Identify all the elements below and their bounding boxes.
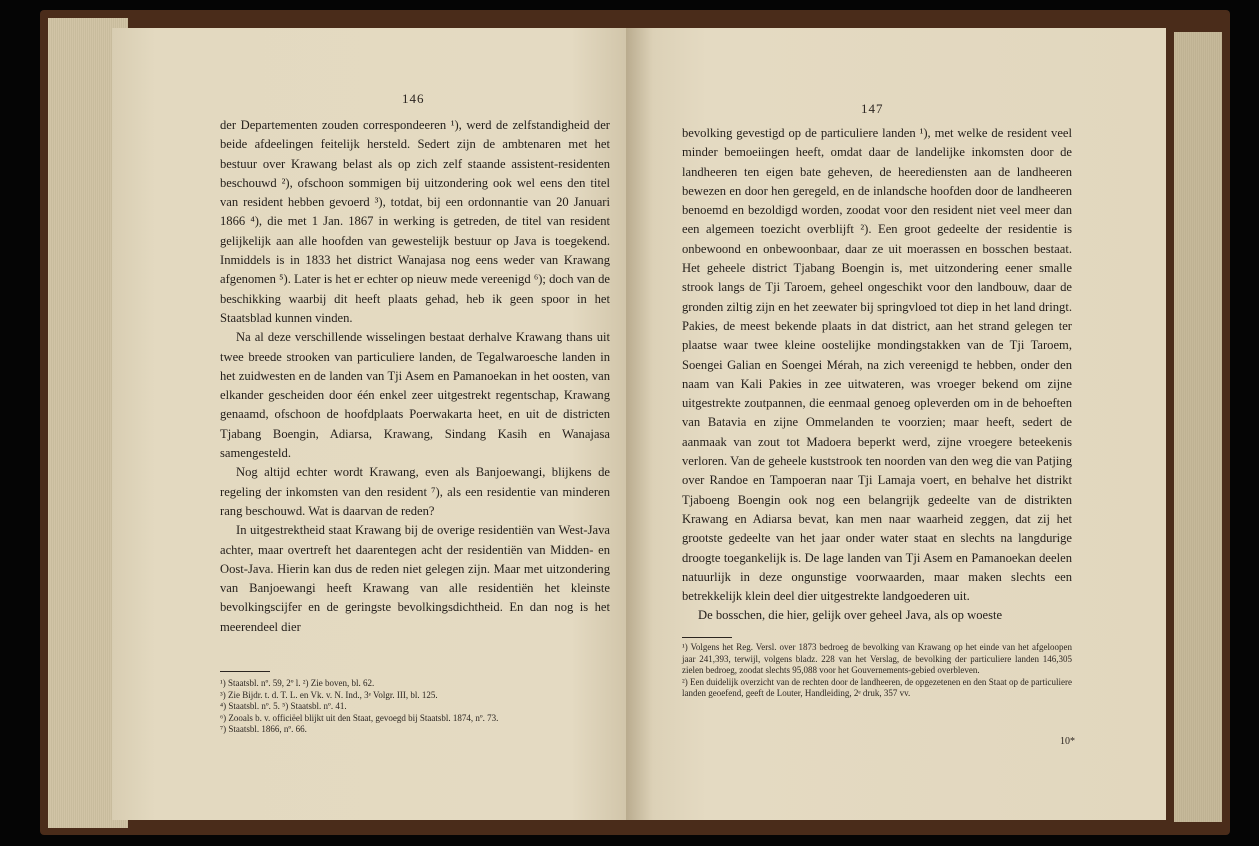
footnote: ²) Een duidelijk overzicht van de rechten door de landheeren, de opgezetenen en den Staat op de particuliere landen geoefend, geeft de Louter, Handleiding, 2ᵉ druk, 357 vv. — [682, 676, 1072, 699]
footnote-rule — [220, 671, 270, 672]
paragraph: De bosschen, die hier, gelijk over geheel Java, als op woeste — [698, 608, 1003, 623]
footnote: ³) Zie Bijdr. t. d. T. L. en Vk. v. N. Ind., 3ᵉ Volgr. III, bl. 125. — [220, 689, 438, 700]
body-text — [220, 116, 610, 637]
signature-mark: 10* — [1060, 736, 1075, 747]
right-page — [626, 28, 1166, 820]
footnote: ¹) Staatsbl. nº. 59, 2º l. ²) Zie boven, bl. 62. — [220, 678, 375, 688]
footnote-rule — [682, 637, 732, 638]
footnotes — [220, 678, 610, 736]
paragraph: In uitgestrektheid staat Krawang bij de overige residentiën van West-Java achter, maar overtreft het daarentegen acht der residentiën van Midden- en Oost-Java. Hierin kan dus de reden niet gelegen zijn. Maar met uitzondering van Banjoewangi heeft Krawang van alle residentiën het kleinste bevolkingscijfer en de geringste bevolkingsdichtheid. En dan nog is het meerendeel dier — [220, 523, 610, 634]
page-number: 147 — [861, 101, 884, 116]
right-page-edges — [1174, 32, 1222, 822]
paragraph: Nog altijd echter wordt Krawang, even als Banjoewangi, blijkens de regeling der inkomsten van den resident ⁷), als een residentie van minderen rang beschouwd. Wat is daarvan de reden? — [220, 465, 610, 518]
page-number: 146 — [402, 91, 425, 106]
paragraph: bevolking gevestigd op de particuliere landen ¹), met welke de resident veel minder bemoeiingen heeft, omdat daar de landelijke inkomsten door de landheeren ten eigen bate geheven, de heerediensten aan de landheeren bewezen en door hen geregeld, en de inlandsche hoofden door de landheeren benoemd en bezoldigd worden, zoodat voor den resident niet veel meer dan een algemeen toezicht overblijft ²). Een groot gedeelte der residentie is onbewoond en onbewoonbaar, daar ze uit moerassen en bosschen bestaat. Het geheele district Tjabang Boengin is, met uitzondering eener smalle strook langs de Tji Taroem, geheel ongeschikt voor den landbouw, daar de gronden ziltig zijn en het zeewater bij springvloed tot diep in het land dringt. Pakies, de meest bekende plaats in dat district, aan het strand gelegen ter plaatse waar twee kleine oostelijke mondingstakken van de Tji Taroem, Soengei Galian en Soengei Mérah, na zich vereenigd te hebben, onder den naam van Kali Pakies in zee uitwateren, was vroeger bekend om zijne uitgestrekte zoutpannen, die eenmaal genoeg opleverden om in de behoeften van Batavia en zijne Ommelanden te voorzien; maar heeft, sedert de aanmaak van zout tot Madoera beperkt werd, zijne vroegere beteekenis verloren. Van de geheele kuststrook ten noorden van den weg die van Patjing over Randoe en Tampoeran naar Tji Lamaja voert, en behalve het distrikt Tjaboeng Boengin ook nog een belangrijk gedeelte van de distrikten Krawang en Adiarsa bevat, kan men naar waarheid zeggen, dat zij het grootste gedeelte van het jaar onder water staat en slechts na langdurige droogte toegankelijk is. De lage landen van Tji Asem en Pamanoekan deelen natuurlijk in deze ongunstige voorwaarden, maar maken slechts een betrekkelijk klein deel dier uitgestrekte landgoederen uit. — [682, 126, 1072, 604]
paragraph: der Departementen zouden correspondeeren ¹), werd de zelfstandigheid der beide afdeelingen feitelijk hersteld. Sedert zijn de ambtenaren met het bestuur over Krawang belast als op zich zelf staande assistent-residenten beschouwd ²), ofschoon sommigen bij uitzondering ook wel eens den titel van resident hebben gevoerd ³), totdat, bij een ordonnantie van 20 Januari 1866 ⁴), die met 1 Jan. 1867 in werking is getreden, de titel van resident gelijkelijk aan alle hoofden van gewestelijk bestuur op Java is toegekend. Inmiddels is in 1833 het district Wanajasa nog eens weder van Krawang afgenomen ⁵). Later is het er echter op nieuw mede vereenigd ⁶); doch van de beschikking waarbij dit heeft plaats gehad, heb ik geen spoor in het Staatsblad kunnen vinden. — [220, 118, 610, 325]
footnote: ¹) Volgens het Reg. Versl. over 1873 bedroeg de bevolking van Krawang op het einde van het afgeloopen jaar 241,393, terwijl, volgens bladz. 228 van het Verslag, de bevolking der particuliere landen 146,305 zielen bedroeg, zoodat slechts 95,088 voor het Gouvernements-gebied overbleven. — [682, 642, 1072, 676]
footnote: ⁴) Staatsbl. nº. 5. ⁵) Staatsbl. nº. 41. — [220, 701, 347, 712]
footnote: ⁷) Staatsbl. 1866, nº. 66. — [220, 724, 307, 735]
left-page — [112, 28, 652, 820]
open-book — [40, 10, 1230, 835]
paragraph: Na al deze verschillende wisselingen bestaat derhalve Krawang thans uit twee breede strooken van particuliere landen, de Tegalwaroesche landen in het zuidwesten en de landen van Tji Asem en Pamanoekan in het oosten, van elkander gescheiden door één enkel zeer uitgestrekt regentschap, Krawang genaamd, ofschoon de hoofdplaats Poerwakarta heet, en uit de districten Tjabang Boengin, Adiarsa, Krawang, Sindang Kasih en Wanajasa samengesteld. — [220, 330, 610, 461]
body-text — [682, 124, 1072, 626]
footnote: ⁶) Zooals b. v. officiëel blijkt uit den Staat, gevoegd bij Staatsbl. 1874, nº. 73. — [220, 712, 499, 723]
footnotes — [682, 642, 1072, 700]
